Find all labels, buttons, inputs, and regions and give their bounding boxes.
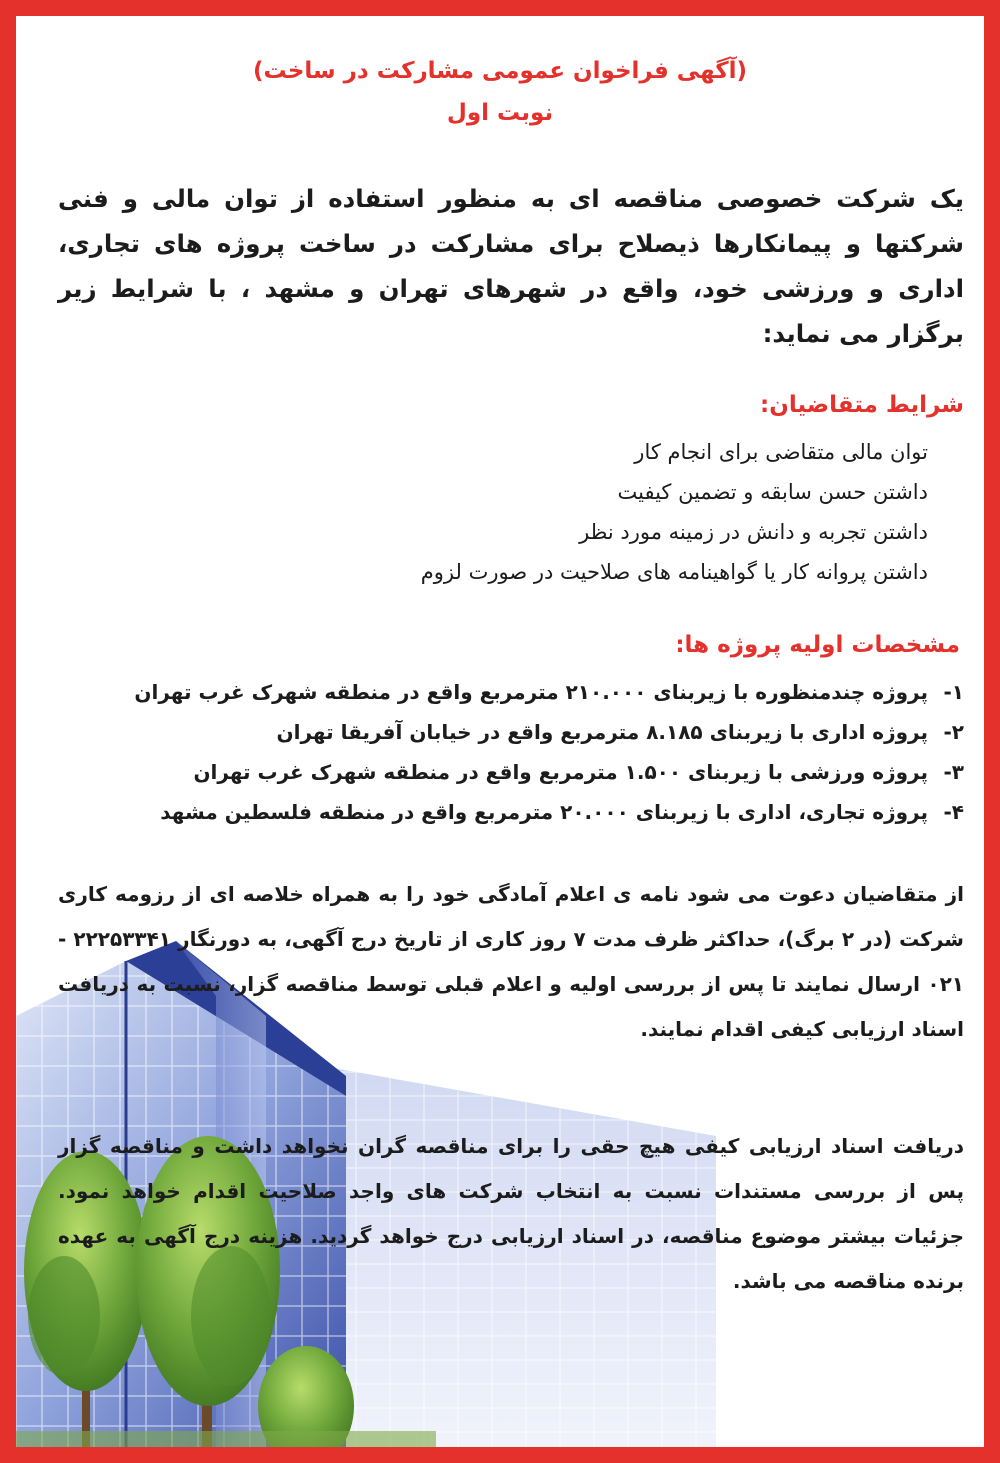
project-item	[134, 752, 964, 792]
projects-list	[134, 672, 964, 832]
ad-title: (آگهی فراخوان عمومی مشارکت در ساخت)	[252, 58, 748, 84]
project-number: ۱-	[943, 680, 964, 704]
condition-item: داشتن پروانه کار یا گواهینامه های صلاحیت در صورت لزوم	[420, 560, 928, 584]
project-number: ۲-	[943, 720, 964, 744]
advertisement-content	[16, 16, 984, 1447]
projects-heading: مشخصات اولیه پروژه ها:	[675, 632, 960, 658]
project-item	[134, 712, 964, 752]
condition-item: توان مالی متقاضی برای انجام کار	[634, 440, 928, 464]
invitation-paragraph: از متقاضیان دعوت می شود نامه ی اعلام آمادگی خود را به همراه خلاصه ای از رزومه کاری شرکت (در ۲ برگ)، حداکثر ظرف مدت ۷ روز کاری از تاریخ درج آگهی، به دورنگار ۲۲۲۵۳۳۴۱ - ۰۲۱ ارسال نمایند تا پس از بررسی اولیه و اعلام قبلی توسط مناقصه گزار، نسبت به دریافت اسناد ارزیابی کیفی اقدام نمایند.	[58, 882, 964, 1041]
condition-item: داشتن تجربه و دانش در زمینه مورد نظر	[579, 520, 928, 544]
project-number: ۳-	[943, 760, 964, 784]
conditions-heading: شرایط متقاضیان:	[760, 392, 964, 418]
intro-paragraph: یک شرکت خصوصی مناقصه ای به منظور استفاده از توان مالی و فنی شرکتها و پیمانکارها ذیصلاح برای مشارکت در ساخت پروژه های تجاری، اداری و ورزشی خود، واقع در شهرهای تهران و مشهد ، با شرایط زیر برگزار می نماید:	[58, 184, 964, 348]
project-text: پروژه ورزشی با زیربنای ۱.۵۰۰ مترمربع واقع در منطقه شهرک غرب تهران	[193, 760, 928, 784]
project-text: پروژه تجاری، اداری با زیربنای ۲۰.۰۰۰ مترمربع واقع در منطقه فلسطین مشهد	[160, 800, 928, 824]
conditions-list	[421, 432, 928, 592]
project-item	[134, 672, 964, 712]
ad-subtitle: نوبت اول	[446, 100, 554, 126]
project-text: پروژه چندمنظوره با زیربنای ۲۱۰.۰۰۰ مترمربع واقع در منطقه شهرک غرب تهران	[134, 680, 928, 704]
project-text: پروژه اداری با زیربنای ۸.۱۸۵ مترمربع واقع در خیابان آفریقا تهران	[276, 720, 928, 744]
condition-item: داشتن حسن سابقه و تضمین کیفیت	[617, 480, 928, 504]
project-item	[134, 792, 964, 832]
terms-paragraph: دریافت اسناد ارزیابی کیفی هیچ حقی را برای مناقصه گران نخواهد داشت و مناقصه گزار پس از بررسی مستندات نسبت به انتخاب شرکت های واجد صلاحیت اقدام خواهد نمود. جزئیات بیشتر موضوع مناقصه، در اسناد ارزیابی درج خواهد گردید. هزینه درج آگهی به عهده برنده مناقصه می باشد.	[58, 1134, 964, 1293]
project-number: ۴-	[943, 800, 964, 824]
